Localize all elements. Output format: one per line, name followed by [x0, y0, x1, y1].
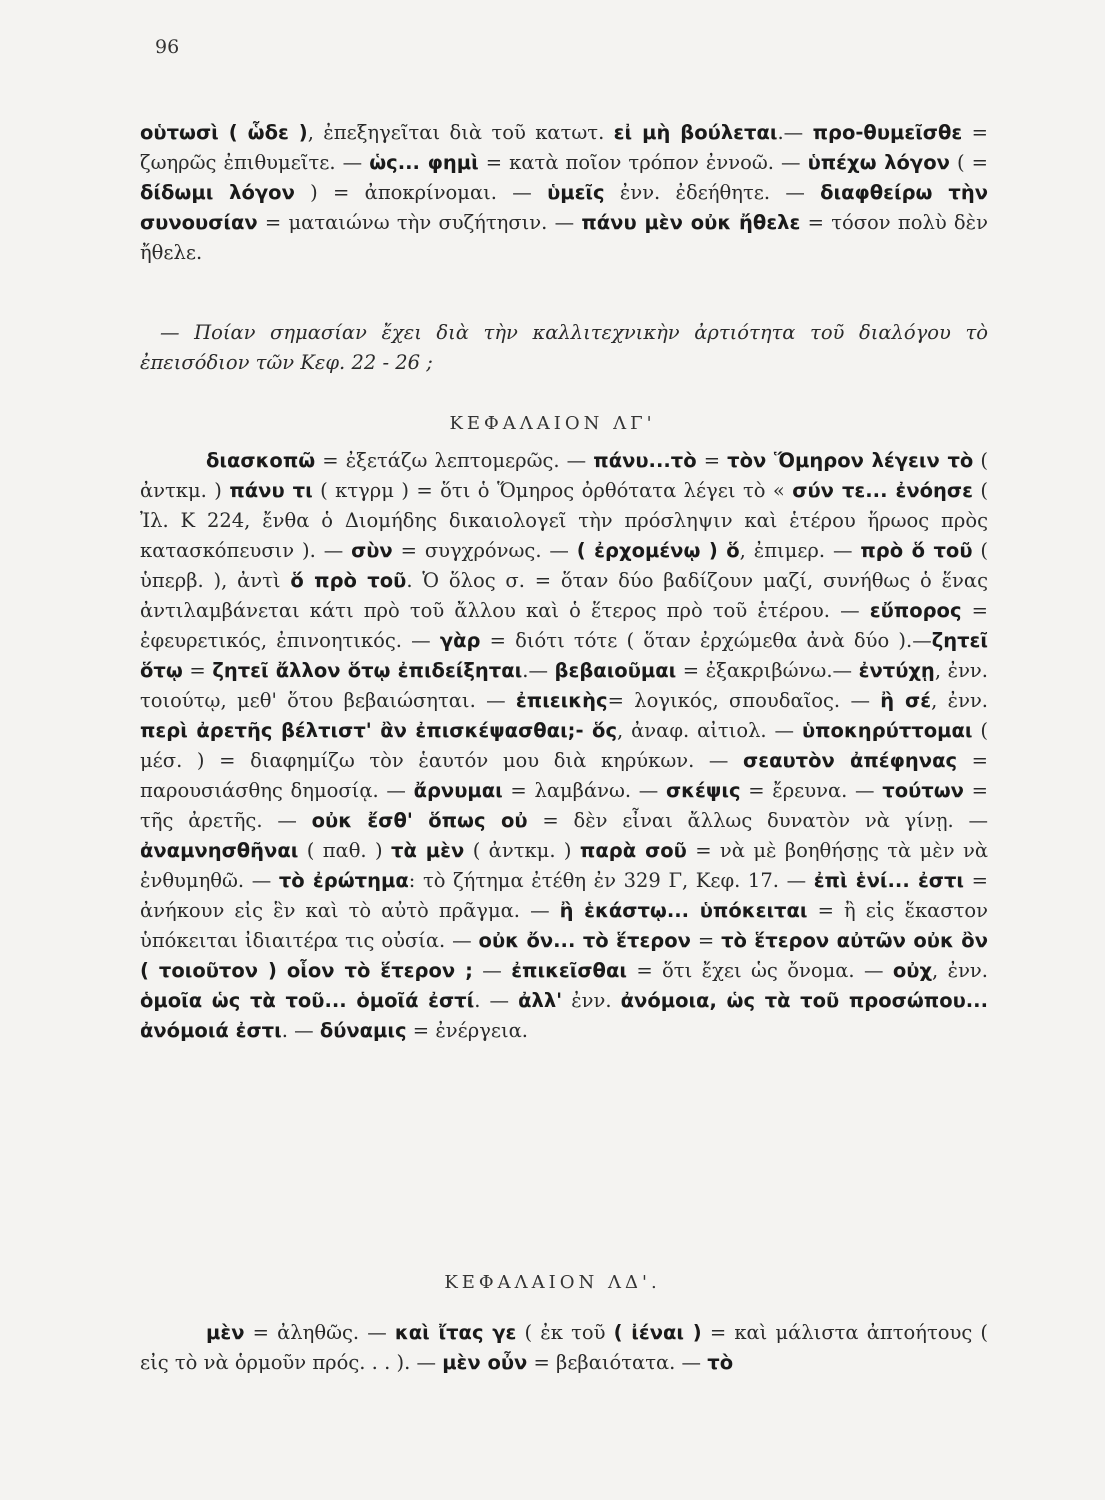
gloss-text: . Ὁ ὅλος σ. = ὅταν δύο βαδίζουν μαζί, συνήθως ὁ ἕνας ἀντιλαμβάνεται κάτι πρὸ τοῦ ἄλλου καὶ ὁ ἕτερος πρὸ τοῦ ἑτέρου. — — [140, 569, 988, 622]
gloss-text: = ἐνέργεια. — [406, 1019, 528, 1042]
paragraph — [140, 1318, 988, 1378]
gloss-text: ( παθ. ) — [298, 839, 391, 862]
glossary-block-2 — [140, 446, 988, 1046]
gloss-text: = — [696, 449, 728, 472]
lemma: δίδωμι λόγον — [140, 181, 295, 204]
paragraph — [140, 446, 988, 1046]
gloss-text: , ἐπεξηγεῖται διὰ τοῦ κατωτ. — [307, 121, 614, 144]
gloss-text: = τῆς ἀρετῆς. — — [140, 779, 988, 832]
gloss-text: = τόσον πολὺ δὲν ἤθελε. — [140, 211, 988, 264]
question-block — [140, 318, 988, 378]
lemma: ἐπὶ ἑνί... ἐστι — [813, 869, 965, 892]
lemma: ἀνόμοια, ὡς τὰ τοῦ προσώπου... ἀνόμοιά ἐστι — [140, 989, 988, 1042]
lemma: ἐντύχῃ — [858, 659, 935, 682]
lemma: οὐχ — [892, 959, 933, 982]
gloss-text: ἐνν. ἐδεήθητε. — — [604, 181, 821, 204]
lemma: μὲν — [206, 1321, 245, 1344]
gloss-text: , ἐνν. — [932, 959, 988, 982]
lemma: ὁμοῖα ὡς τὰ τοῦ... ὁμοῖά ἐστί — [140, 989, 475, 1012]
lemma: διαφθείρω τὴν συνουσίαν — [140, 181, 988, 234]
lemma: τὸ ἐρώτημα — [278, 869, 409, 892]
chapter-heading-33: ΚΕΦΑΛΑΙΟΝ ΛΓ' — [449, 413, 656, 434]
lemma: διασκοπῶ — [206, 449, 316, 472]
lemma: ζητεῖ ἄλλον ὅτῳ ἐπιδείξηται — [212, 659, 523, 682]
gloss-text: ( κτγρμ ) = ὅτι ὁ Ὅμηρος ὀρθότατα λέγει τὸ « — [312, 479, 793, 502]
gloss-text: = — [182, 659, 213, 682]
lemma: οὐκ ὄν... τὸ ἕτερον — [478, 929, 691, 952]
lemma: περὶ ἀρετῆς βέλτιστ' ἂν ἐπισκέψασθαι;- ὅς — [140, 719, 618, 742]
lemma: τούτων — [882, 779, 964, 802]
lemma: ὅ πρὸ τοῦ — [290, 569, 407, 592]
gloss-text: = διότι τότε ( ὅταν ἐρχώμεθα ἀνὰ δύο ).— — [480, 629, 932, 652]
lemma: ὡς... φημὶ — [369, 151, 479, 174]
lemma: εὔπορος — [869, 599, 962, 622]
gloss-text: ( μέσ. ) = διαφημίζω τὸν ἑαυτόν μου διὰ κηρύκων. — — [140, 719, 988, 772]
lemma: πάνυ μὲν οὐκ ἤθελε — [581, 211, 801, 234]
lemma: ἐπιεικὴς — [515, 689, 608, 712]
gloss-text: ( Ἰλ. Κ 224, ἔνθα ὁ Διομήδης δικαιολογεῖ τὴν πρόσληψιν καὶ ἑτέρου ἥρωος πρὸς κατασκόπευσιν ). — — [140, 479, 989, 562]
gloss-text: , ἐνν. τοιούτῳ, μεθ' ὅτου βεβαιώσηται. — — [140, 659, 988, 712]
study-question: — Ποίαν σημασίαν ἔχει διὰ τὴν καλλιτεχνικὴν ἀρτιότητα τοῦ διαλόγου τὸ ἐπεισόδιον τῶν Κεφ. 22 - 26 ; — [140, 321, 988, 374]
lemma: ὑπέχω λόγον — [807, 151, 950, 174]
gloss-text: ( ὑπερβ. ), ἀντὶ — [140, 539, 988, 592]
lemma: τὸ — [707, 1351, 734, 1374]
gloss-text: = — [690, 929, 722, 952]
lemma: μὲν οὖν — [442, 1351, 528, 1374]
gloss-text: = ἢ εἰς ἕκαστον ὑπόκειται ἰδιαιτέρα τις οὐσία. — — [140, 899, 988, 952]
gloss-text: = ἔρευνα. — — [740, 779, 883, 802]
gloss-text: .— — [777, 121, 813, 144]
lemma: ἄρνυμαι — [413, 779, 503, 802]
lemma: ἀναμνησθῆναι — [140, 839, 299, 862]
lemma: ἢ ἑκάστῳ... ὑπόκειται — [559, 899, 808, 922]
lemma: ἐπικεῖσθαι — [511, 959, 627, 982]
gloss-text: = κατὰ ποῖον τρόπον ἐννοῶ. — — [478, 151, 808, 174]
gloss-text: ( = — [949, 151, 988, 174]
lemma: τὰ μὲν — [391, 839, 465, 862]
gloss-text: = δὲν εἶναι ἄλλως δυνατὸν νὰ γίνῃ. — — [527, 809, 989, 832]
page-number: 96 — [155, 36, 180, 58]
gloss-text: ( ἀντκμ. ) — [140, 449, 988, 502]
lemma: προ-θυμεῖσθε — [812, 121, 963, 144]
glossary-block-1 — [140, 118, 988, 268]
lemma: οὑτωσὶ ( ὧδε ) — [140, 121, 308, 144]
lemma: παρὰ σοῦ — [579, 839, 687, 862]
lemma: ὑποκηρύττομαι — [801, 719, 973, 742]
gloss-text: = νὰ μὲ βοηθήσῃς τὰ μὲν νὰ ἐνθυμηθῶ. — — [140, 839, 988, 892]
lemma: γὰρ — [439, 629, 481, 652]
gloss-text: = ζωηρῶς ἐπιθυμεῖτε. — — [140, 121, 988, 174]
lemma: σύν τε... ἐνόησε — [792, 479, 973, 502]
lemma: πάνυ...τὸ — [593, 449, 697, 472]
lemma: σεαυτὸν ἀπέφηνας — [743, 749, 958, 772]
lemma: ( ἰέναι ) — [613, 1321, 702, 1344]
lemma: δύναμις — [319, 1019, 407, 1042]
gloss-text: = ὅτι ἔχει ὡς ὄνομα. — — [626, 959, 893, 982]
gloss-text: = λογικός, σπουδαῖος. — — [607, 689, 881, 712]
lemma: σὺν — [351, 539, 393, 562]
gloss-text: . — — [281, 1019, 320, 1042]
gloss-text: , ἐπιμερ. — — [739, 539, 861, 562]
gloss-text: = ἐξακριβώνω.— — [676, 659, 859, 682]
gloss-text: ) = ἀποκρίνομαι. — — [294, 181, 548, 204]
gloss-text: = ἀληθῶς. — — [244, 1321, 395, 1344]
gloss-text: = παρουσιάσθης δημοσίᾳ. — — [140, 749, 988, 802]
lemma: τὸν Ὅμηρον λέγειν τὸ — [727, 449, 974, 472]
gloss-text: = βεβαιότατα. — — [527, 1351, 708, 1374]
gloss-text: .— — [522, 659, 555, 682]
gloss-text: : τὸ ζήτημα ἐτέθη ἐν 329 Γ, Κεφ. 17. — — [408, 869, 814, 892]
gloss-text: , ἐνν. — [931, 689, 988, 712]
gloss-text: = καὶ μάλιστα ἀπτοήτους ( εἰς τὸ νὰ ὁρμοῦν πρός. . . ). — — [140, 1321, 989, 1374]
gloss-text: , ἀναφ. αἰτιολ. — — [617, 719, 802, 742]
chapter-heading-34: ΚΕΦΑΛΑΙΟΝ ΛΔ'. — [444, 1272, 661, 1293]
gloss-text: ( ἀντκμ. ) — [464, 839, 580, 862]
lemma: ἢ σέ — [880, 689, 932, 712]
gloss-text: = ματαιώνω τὴν συζήτησιν. — — [257, 211, 582, 234]
lemma: σκέψις — [665, 779, 741, 802]
lemma: βεβαιοῦμαι — [554, 659, 677, 682]
gloss-text: = ἐφευρετικός, ἐπινοητικός. — — [140, 599, 988, 652]
lemma: ζητεῖ ὅτῳ — [140, 629, 989, 682]
lemma: ( ἐρχομένῳ ) ὅ — [576, 539, 740, 562]
gloss-text: — — [472, 959, 512, 982]
glossary-block-3 — [140, 1318, 988, 1378]
lemma: πάνυ τι — [229, 479, 313, 502]
paragraph — [140, 118, 988, 268]
lemma: πρὸ ὅ τοῦ — [860, 539, 973, 562]
lemma: εἰ μὴ βούλεται — [613, 121, 778, 144]
lemma: καὶ ἴτας γε — [394, 1321, 517, 1344]
gloss-text: ( ἐκ τοῦ — [516, 1321, 614, 1344]
gloss-text: = ἐξετάζω λεπτομερῶς. — — [315, 449, 594, 472]
lemma: τὸ ἕτερον αὐτῶν οὐκ ὂν ( τοιοῦτον ) οἷον τὸ ἕτερον ; — [140, 929, 988, 982]
lemma: οὐκ ἔσθ' ὅπως οὐ — [311, 809, 528, 832]
gloss-text: = λαμβάνω. — — [502, 779, 666, 802]
gloss-text: = συγχρόνως. — — [392, 539, 577, 562]
gloss-text: = ἀνήκουν εἰς ἓν καὶ τὸ αὐτὸ πρᾶγμα. — — [140, 869, 988, 922]
gloss-text: . — — [474, 989, 519, 1012]
lemma: ὑμεῖς — [547, 181, 605, 204]
gloss-text: ἐνν. — [562, 989, 621, 1012]
lemma: ἀλλ' — [518, 989, 563, 1012]
